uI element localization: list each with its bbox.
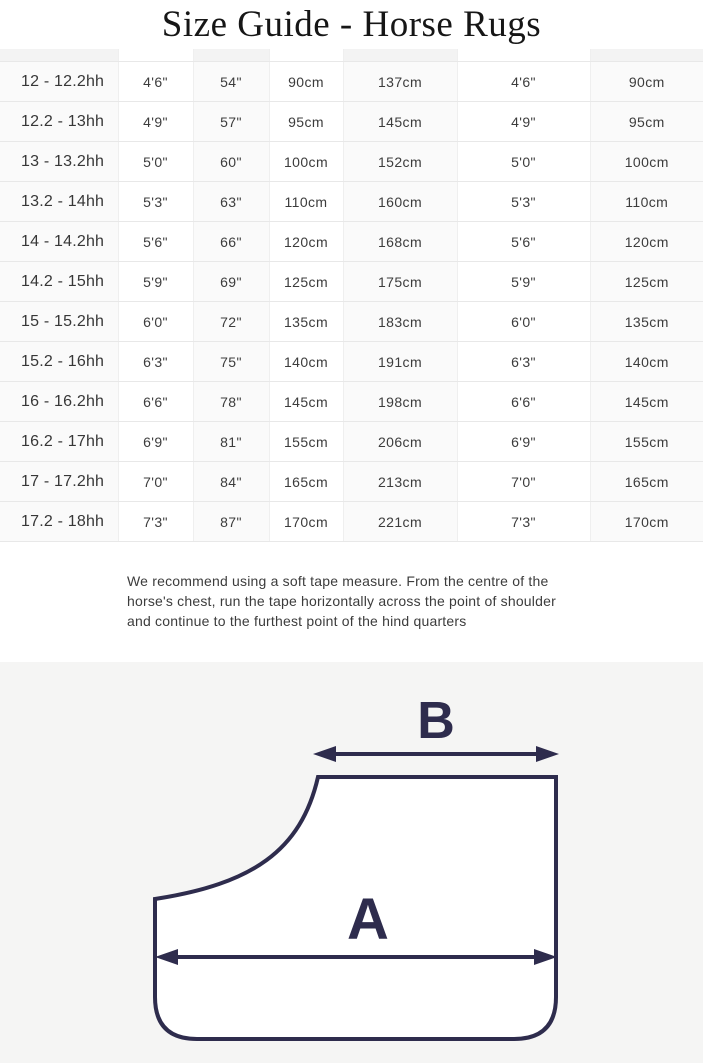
table-row — [0, 222, 703, 262]
table-cell: 140cm — [590, 342, 703, 382]
arrowhead-left-icon — [313, 746, 336, 762]
table-cell: 15 - 15.2hh — [0, 302, 118, 342]
table-row — [0, 422, 703, 462]
table-cell: 5'3" — [457, 182, 590, 222]
table-cell: 90cm — [590, 62, 703, 102]
table-cell: 13 - 13.2hh — [0, 142, 118, 182]
table-cell: 110cm — [590, 182, 703, 222]
table-cell: 4'6" — [118, 62, 193, 102]
table-header-cell — [269, 49, 343, 62]
table-cell: 5'9" — [457, 262, 590, 302]
table-cell: 140cm — [269, 342, 343, 382]
table-cell: 6'9" — [457, 422, 590, 462]
table-cell: 135cm — [590, 302, 703, 342]
table-cell: 69" — [193, 262, 269, 302]
table-cell: 170cm — [590, 502, 703, 542]
table-row — [0, 102, 703, 142]
table-row — [0, 342, 703, 382]
table-cell: 72" — [193, 302, 269, 342]
table-cell: 5'0" — [118, 142, 193, 182]
table-cell: 81" — [193, 422, 269, 462]
table-cell: 57" — [193, 102, 269, 142]
table-row — [0, 302, 703, 342]
table-cell: 12 - 12.2hh — [0, 62, 118, 102]
table-cell: 5'6" — [118, 222, 193, 262]
table-cell: 168cm — [343, 222, 457, 262]
size-guide-table — [0, 49, 703, 542]
table-cell: 6'9" — [118, 422, 193, 462]
measuring-instructions-line: and continue to the furthest point of the hind quarters — [127, 613, 467, 629]
table-cell: 17.2 - 18hh — [0, 502, 118, 542]
table-cell: 145cm — [269, 382, 343, 422]
table-cell: 5'6" — [457, 222, 590, 262]
table-header-strip — [0, 49, 703, 62]
table-cell: 6'0" — [118, 302, 193, 342]
table-row — [0, 62, 703, 102]
table-cell: 6'6" — [457, 382, 590, 422]
table-cell: 145cm — [590, 382, 703, 422]
table-cell: 155cm — [590, 422, 703, 462]
table-cell: 170cm — [269, 502, 343, 542]
table-cell: 5'0" — [457, 142, 590, 182]
measuring-instructions-line: We recommend using a soft tape measure. From the centre of the — [127, 573, 549, 589]
table-cell: 63" — [193, 182, 269, 222]
measuring-instructions-line: horse's chest, run the tape horizontally across the point of shoulder — [127, 593, 556, 609]
table-cell: 125cm — [269, 262, 343, 302]
table-cell: 191cm — [343, 342, 457, 382]
table-cell: 183cm — [343, 302, 457, 342]
label-b: B — [417, 692, 455, 750]
table-cell: 54" — [193, 62, 269, 102]
table-cell: 16 - 16.2hh — [0, 382, 118, 422]
table-cell: 100cm — [590, 142, 703, 182]
table-cell: 15.2 - 16hh — [0, 342, 118, 382]
table-cell: 6'0" — [457, 302, 590, 342]
table-header-cell — [0, 49, 118, 62]
table-cell: 120cm — [590, 222, 703, 262]
arrowhead-right-icon — [536, 746, 559, 762]
table-cell: 110cm — [269, 182, 343, 222]
table-cell: 16.2 - 17hh — [0, 422, 118, 462]
table-cell: 135cm — [269, 302, 343, 342]
table-cell: 152cm — [343, 142, 457, 182]
table-row — [0, 462, 703, 502]
table-row — [0, 262, 703, 302]
label-a: A — [347, 887, 389, 952]
table-cell: 87" — [193, 502, 269, 542]
table-row — [0, 502, 703, 542]
table-cell: 78" — [193, 382, 269, 422]
table-cell: 4'6" — [457, 62, 590, 102]
table-cell: 14.2 - 15hh — [0, 262, 118, 302]
table-header-cell — [118, 49, 193, 62]
table-cell: 6'3" — [118, 342, 193, 382]
table-cell: 7'3" — [118, 502, 193, 542]
table-row — [0, 142, 703, 182]
table-cell: 13.2 - 14hh — [0, 182, 118, 222]
table-header-cell — [590, 49, 703, 62]
table-cell: 100cm — [269, 142, 343, 182]
table-cell: 7'3" — [457, 502, 590, 542]
rug-diagram-svg — [0, 662, 703, 1063]
table-cell: 213cm — [343, 462, 457, 502]
rug-measurement-diagram — [0, 662, 703, 1063]
table-cell: 221cm — [343, 502, 457, 542]
table-cell: 90cm — [269, 62, 343, 102]
table-cell: 95cm — [590, 102, 703, 142]
table-header-cell — [457, 49, 590, 62]
table-cell: 66" — [193, 222, 269, 262]
table-row — [0, 382, 703, 422]
table-cell: 75" — [193, 342, 269, 382]
page-title: Size Guide - Horse Rugs — [161, 4, 542, 45]
table-cell: 95cm — [269, 102, 343, 142]
table-cell: 12.2 - 13hh — [0, 102, 118, 142]
table-cell: 165cm — [269, 462, 343, 502]
size-table-body — [0, 49, 703, 542]
table-cell: 84" — [193, 462, 269, 502]
table-cell: 165cm — [590, 462, 703, 502]
table-cell: 175cm — [343, 262, 457, 302]
table-header-cell — [343, 49, 457, 62]
table-cell: 137cm — [343, 62, 457, 102]
table-header-cell — [193, 49, 269, 62]
table-cell: 5'3" — [118, 182, 193, 222]
table-cell: 7'0" — [457, 462, 590, 502]
table-cell: 145cm — [343, 102, 457, 142]
table-cell: 17 - 17.2hh — [0, 462, 118, 502]
table-cell: 5'9" — [118, 262, 193, 302]
table-cell: 125cm — [590, 262, 703, 302]
table-cell: 120cm — [269, 222, 343, 262]
table-cell: 160cm — [343, 182, 457, 222]
table-cell: 198cm — [343, 382, 457, 422]
table-row — [0, 182, 703, 222]
table-cell: 60" — [193, 142, 269, 182]
measuring-instructions — [127, 571, 703, 631]
table-cell: 155cm — [269, 422, 343, 462]
table-cell: 4'9" — [457, 102, 590, 142]
table-cell: 206cm — [343, 422, 457, 462]
table-cell: 6'6" — [118, 382, 193, 422]
table-cell: 7'0" — [118, 462, 193, 502]
table-cell: 6'3" — [457, 342, 590, 382]
table-cell: 14 - 14.2hh — [0, 222, 118, 262]
table-cell: 4'9" — [118, 102, 193, 142]
